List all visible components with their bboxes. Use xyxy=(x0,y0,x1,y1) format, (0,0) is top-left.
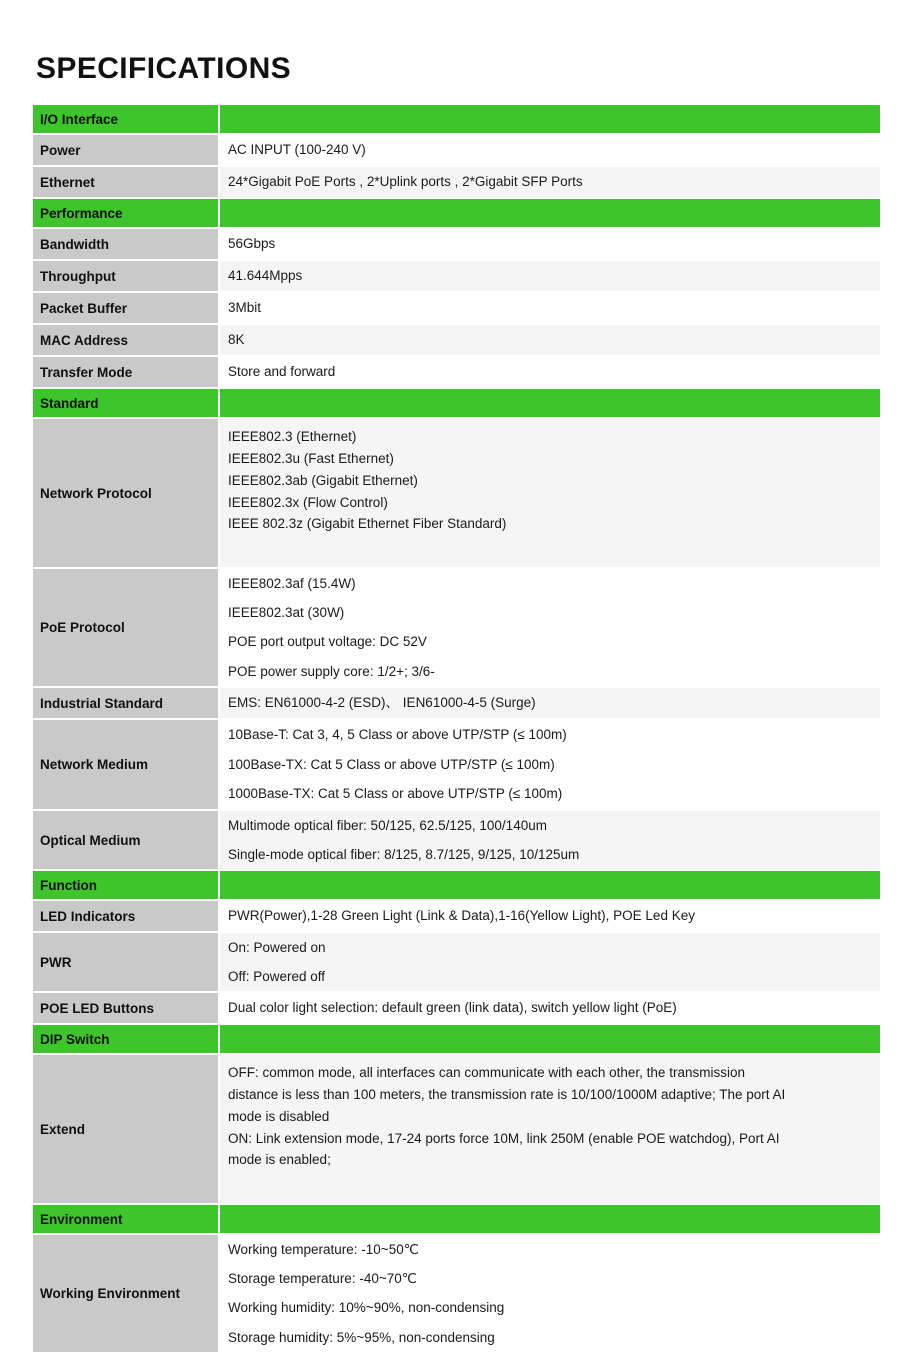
spec-value-line: Working temperature: -10~50℃ xyxy=(228,1241,419,1257)
spec-label: Network Protocol xyxy=(33,419,218,567)
section-header-label: Performance xyxy=(33,199,218,227)
spec-value-line: IEEE802.3 (Ethernet) xyxy=(228,429,357,444)
spec-value xyxy=(220,135,880,165)
table-row xyxy=(33,1055,880,1203)
spec-value xyxy=(220,357,880,387)
table-row xyxy=(33,261,880,291)
spec-value xyxy=(220,688,880,718)
table-row xyxy=(33,933,880,991)
table-row xyxy=(33,419,880,567)
table-row xyxy=(33,325,880,355)
spec-value-line: AC INPUT (100-240 V) xyxy=(228,142,366,158)
spec-label: Extend xyxy=(33,1055,218,1203)
table-row xyxy=(33,167,880,197)
spec-value-line: 8K xyxy=(228,332,245,348)
spec-value-line: POE port output voltage: DC 52V xyxy=(228,634,427,650)
table-row xyxy=(33,720,880,809)
spec-value-line: 24*Gigabit PoE Ports , 2*Uplink ports , 2*Gigabit SFP Ports xyxy=(228,174,583,190)
section-header-fill xyxy=(220,1205,880,1233)
spec-value-line: 41.644Mpps xyxy=(228,268,303,284)
spec-label: PoE Protocol xyxy=(33,569,218,686)
section-header-fill xyxy=(220,199,880,227)
spec-value xyxy=(220,293,880,323)
spec-value xyxy=(220,569,880,686)
section-header-row xyxy=(33,389,880,417)
table-row xyxy=(33,293,880,323)
spec-value xyxy=(220,720,880,809)
table-row xyxy=(33,993,880,1023)
spec-value-line: 56Gbps xyxy=(228,236,276,252)
section-header-row xyxy=(33,105,880,133)
spec-value-line: IEEE802.3af (15.4W) xyxy=(228,575,356,591)
spec-value-line: IEEE802.3ab (Gigabit Ethernet) xyxy=(228,472,418,488)
spec-label: LED Indicators xyxy=(33,901,218,931)
table-row xyxy=(33,811,880,869)
section-header-label: I/O Interface xyxy=(33,105,218,133)
table-row xyxy=(33,135,880,165)
spec-value-line: IEEE802.3x (Flow Control) xyxy=(228,494,388,510)
spec-value-line: ON: Link extension mode, 17-24 ports force 10M, link 250M (enable POE watchdog), Port AI xyxy=(228,1130,780,1146)
spec-label: Power xyxy=(33,135,218,165)
section-header-label: DIP Switch xyxy=(33,1025,218,1053)
section-header-fill xyxy=(220,105,880,133)
section-header-row xyxy=(33,871,880,899)
spec-value xyxy=(220,811,880,869)
spec-label: Industrial Standard xyxy=(33,688,218,718)
spec-value-line: OFF: common mode, all interfaces can communicate with each other, the transmission xyxy=(228,1065,745,1080)
table-row xyxy=(33,229,880,259)
spec-label: Transfer Mode xyxy=(33,357,218,387)
spec-value-line: Working humidity: 10%~90%, non-condensing xyxy=(228,1300,505,1316)
spec-value xyxy=(220,993,880,1023)
spec-value xyxy=(220,229,880,259)
spec-value-line: distance is less than 100 meters, the transmission rate is 10/100/1000M adaptive; The port AI xyxy=(228,1086,786,1102)
section-header-fill xyxy=(220,871,880,899)
spec-value xyxy=(220,325,880,355)
spec-label: Packet Buffer xyxy=(33,293,218,323)
spec-value-line: IEEE802.3at (30W) xyxy=(228,605,345,621)
table-row xyxy=(33,901,880,931)
section-header-fill xyxy=(220,389,880,417)
spec-value-line: 100Base-TX: Cat 5 Class or above UTP/STP (≤ 100m) xyxy=(228,756,555,772)
section-header-row xyxy=(33,199,880,227)
spec-value-line: mode is enabled; xyxy=(228,1152,331,1168)
spec-value-line: PWR(Power),1-28 Green Light (Link & Data),1-16(Yellow Light), POE Led Key xyxy=(228,908,695,924)
spec-label: Network Medium xyxy=(33,720,218,809)
section-header-label: Standard xyxy=(33,389,218,417)
spec-value-line: Store and forward xyxy=(228,364,336,380)
spec-value-line: On: Powered on xyxy=(228,939,326,955)
spec-value-line: Storage humidity: 5%~95%, non-condensing xyxy=(228,1329,495,1345)
spec-value-line: POE power supply core: 1/2+; 3/6- xyxy=(228,663,435,679)
spec-value-line: 10Base-T: Cat 3, 4, 5 Class or above UTP/STP (≤ 100m) xyxy=(228,727,567,743)
specifications-table xyxy=(33,105,880,1354)
page-title: SPECIFICATIONS xyxy=(36,52,292,85)
spec-value xyxy=(220,1235,880,1352)
spec-value xyxy=(220,167,880,197)
section-header-row xyxy=(33,1205,880,1233)
spec-value-line: Single-mode optical fiber: 8/125, 8.7/125, 9/125, 10/125um xyxy=(228,846,580,862)
spec-label: Throughput xyxy=(33,261,218,291)
spec-value-line: Dual color light selection: default green (link data), switch yellow light (PoE) xyxy=(228,1000,677,1016)
table-row xyxy=(33,357,880,387)
section-header-fill xyxy=(220,1025,880,1053)
spec-value-line: IEEE 802.3z (Gigabit Ethernet Fiber Standard) xyxy=(228,516,507,532)
spec-label: PWR xyxy=(33,933,218,991)
spec-value-line: mode is disabled xyxy=(228,1108,330,1124)
spec-label: Bandwidth xyxy=(33,229,218,259)
spec-value-line: Multimode optical fiber: 50/125, 62.5/125, 100/140um xyxy=(228,817,547,833)
spec-value xyxy=(220,419,880,567)
spec-label: Working Environment xyxy=(33,1235,218,1352)
spec-value-line: 1000Base-TX: Cat 5 Class or above UTP/STP (≤ 100m) xyxy=(228,786,563,802)
spec-value-line: EMS: EN61000-4-2 (ESD)、 IEN61000-4-5 (Surge) xyxy=(228,695,536,711)
spec-value-line: 3Mbit xyxy=(228,300,262,316)
spec-value xyxy=(220,901,880,931)
spec-value xyxy=(220,933,880,991)
spec-label: POE LED Buttons xyxy=(33,993,218,1023)
section-header-label: Function xyxy=(33,871,218,899)
section-header-label: Environment xyxy=(33,1205,218,1233)
spec-value-line: Storage temperature: -40~70℃ xyxy=(228,1271,417,1287)
spec-label: Optical Medium xyxy=(33,811,218,869)
spec-label: MAC Address xyxy=(33,325,218,355)
spec-value-line: IEEE802.3u (Fast Ethernet) xyxy=(228,450,394,466)
spec-label: Ethernet xyxy=(33,167,218,197)
table-row xyxy=(33,688,880,718)
section-header-row xyxy=(33,1025,880,1053)
spec-value xyxy=(220,1055,880,1203)
spec-value xyxy=(220,261,880,291)
table-row xyxy=(33,569,880,686)
table-row xyxy=(33,1235,880,1352)
spec-value-line: Off: Powered off xyxy=(228,968,326,984)
